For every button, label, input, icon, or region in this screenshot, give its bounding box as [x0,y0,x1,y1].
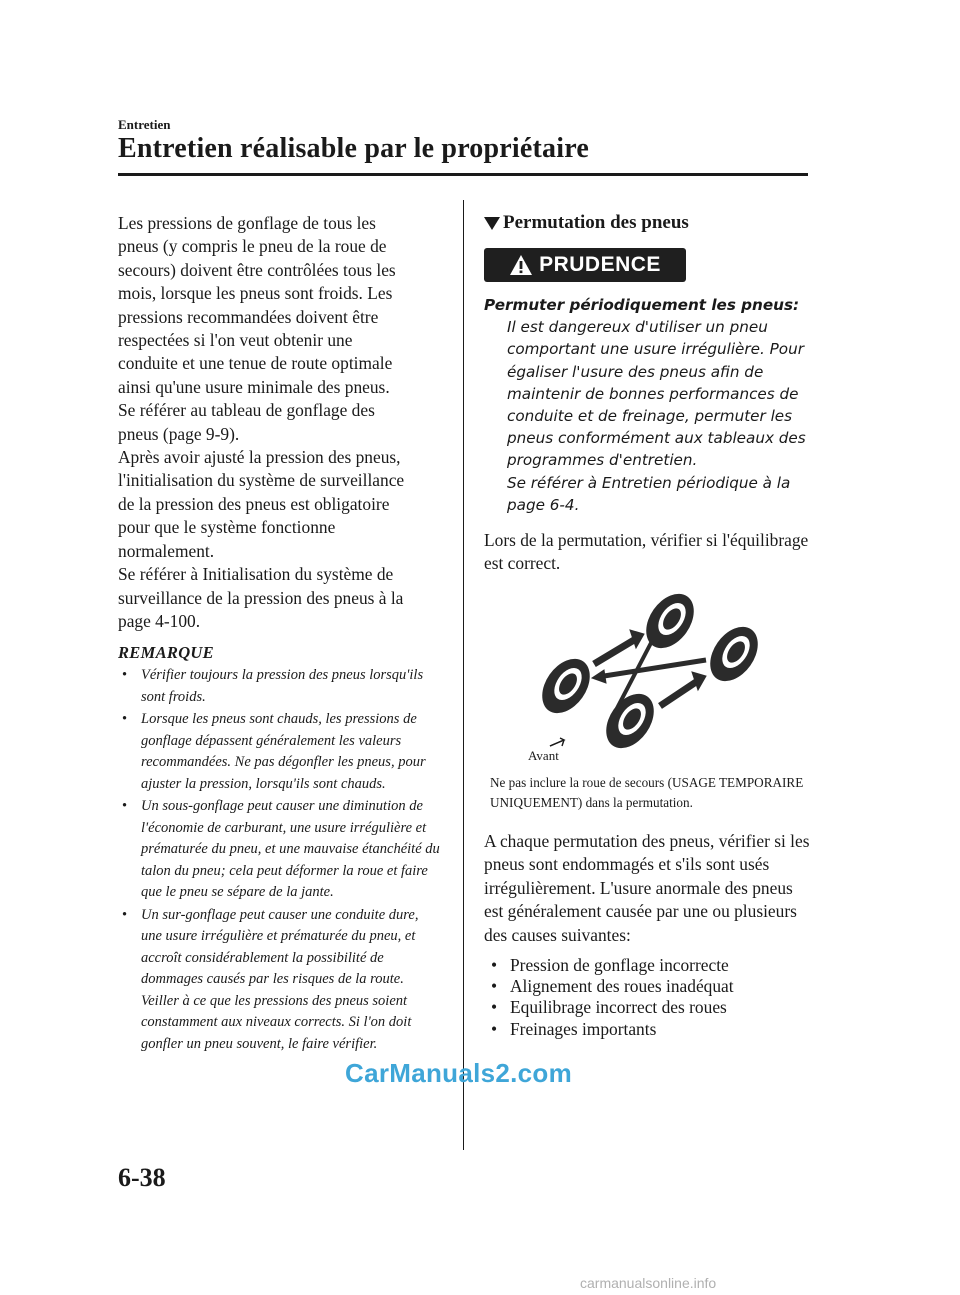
causes-list [490,955,820,1040]
remarque-list [118,665,440,1055]
left-column [118,212,440,1056]
rotation-paragraph: Lors de la permutation, vérifier si l'équilibrage est correct. [484,530,809,574]
page-title: Entretien réalisable par le propriétaire [118,133,589,164]
title-rule [118,173,808,176]
front-label: Avant [528,748,559,763]
tire-icon [596,685,663,757]
tire-pressure-paragraph: Les pressions de gonflage de tous les pneus (y compris le pneu de la roue de secours) doivent être contrôlées tous les mois, lorsque les pneus sont froids. Les pressions recommandées doivent être respectées si l'on veut obtenir une conduite et une tenue de route optimale ainsi qu'une usure minimale des pneus. Se référer au tableau de gonflage des pneus (page 9-9). Après avoir ajusté la pression des pneus, l'initialisation du système de surveillance de la pression des pneus est obligatoire pour que le système fonctionne normalement. Se référer à Initialisation du système de surveillance de la pression des pneus à la page 4-100. [118,213,405,631]
inspection-paragraph: A chaque permutation des pneus, vérifier si les pneus sont endommagés et s'ils sont usés irrégulièrement. L'usure anormale des pneus est généralement causée par une ou plusieurs des causes suivantes: [484,831,810,945]
tire-rotation-diagram [484,586,784,766]
page-number: 6-38 [118,1163,166,1192]
remarque-heading: REMARQUE [118,643,214,663]
cause-item: • Pression de gonflage incorrecte [490,955,820,976]
warning-icon [509,254,533,276]
caution-lead: Permuter périodiquement les pneus: [484,296,800,314]
caution-body: Il est dangereux d'utiliser un pneu comportant une usure irrégulière. Pour égaliser l'usure des pneus afin de maintenir de bonnes performances de conduite et de freinage, permuter les pneus conformément aux tableaux des programmes d'entretien. [507,318,806,470]
cause-item: • Alignement des roues inadéquat [490,976,820,997]
cause-item: • Equilibrage incorrect des roues [490,997,820,1018]
caution-label: PRUDENCE [539,253,661,276]
remarque-item: • Lorsque les pneus sont chauds, les pressions de gonflage dépassent généralement les valeurs recommandées. Ne pas dégonfler les pneus, pour ajuster la pression, lorsqu'ils sont chauds. [118,709,440,795]
cause-item: • Freinages importants [490,1019,820,1040]
front-arrow-icon [550,738,564,746]
remarque-item: • Un sous-gonflage peut causer une diminution de l'économie de carburant, une usure irrégulière et prématurée du pneu, et une mauvaise étanchéité du talon du pneu; cela peut déformer la roue et faire que le pneu se sépare de la jante. [118,796,440,904]
tire-icon [700,618,767,690]
diagram-caption: Ne pas inclure la roue de secours (USAGE TEMPORAIRE UNIQUEMENT) dans la permutation. [490,775,804,810]
caution-reference: Se référer à Entretien périodique à la page 6-4. [507,473,791,514]
column-divider [463,200,464,1150]
remarque-item: • Vérifier toujours la pression des pneus lorsqu'ils sont froids. [118,665,440,708]
tire-icon [532,650,599,722]
section-label: Entretien [118,117,171,132]
footer-site-link[interactable]: carmanualsonline.info [580,1275,717,1291]
remarque-item: • Un sur-gonflage peut causer une conduite dure, une usure irrégulière et prématurée du pneu, et accroît considérablement la possibilité de dommages causés par les risques de la route. Veiller à ce que les pressions des pneus soient constamment aux niveaux corrects. Si l'on doit gonfler un pneu souvent, le faire vérifier. [118,905,440,1056]
section-heading: Permutation des pneus [484,212,814,234]
tire-icon [636,586,703,657]
watermark[interactable]: CarManuals2.com [345,1058,573,1088]
triangle-bullet-icon [484,217,500,230]
right-column [484,212,814,576]
caution-badge [484,248,686,282]
